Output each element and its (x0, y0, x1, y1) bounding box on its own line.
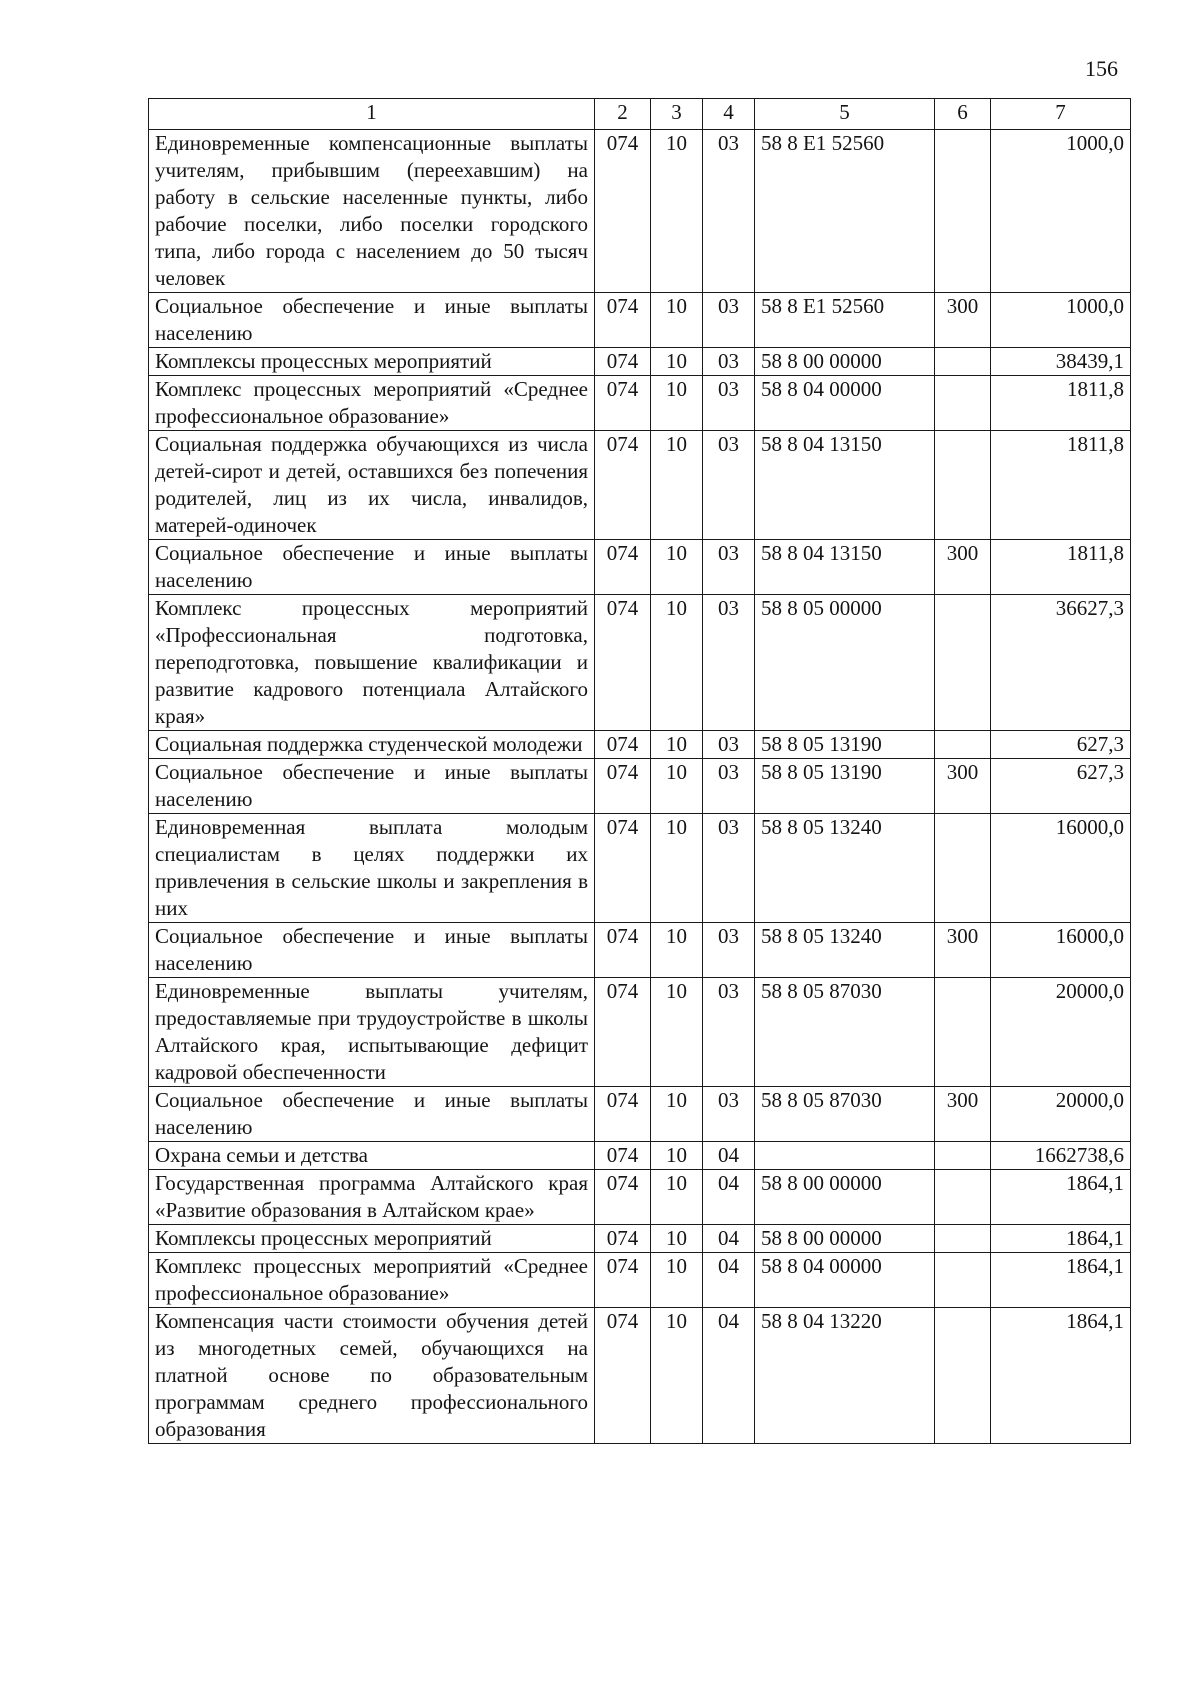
row-admin-code: 074 (595, 130, 651, 293)
row-amount: 20000,0 (991, 978, 1131, 1087)
row-amount: 16000,0 (991, 814, 1131, 923)
row-amount: 1864,1 (991, 1225, 1131, 1253)
row-expense-type-code (935, 1170, 991, 1225)
table-row (149, 595, 1131, 731)
row-admin-code: 074 (595, 1308, 651, 1444)
row-admin-code: 074 (595, 293, 651, 348)
row-section-code: 10 (651, 923, 703, 978)
row-section-code: 10 (651, 348, 703, 376)
row-section-code: 10 (651, 1170, 703, 1225)
row-target-code: 58 8 04 00000 (755, 1253, 935, 1308)
row-target-code: 58 8 00 00000 (755, 1225, 935, 1253)
row-admin-code: 074 (595, 1170, 651, 1225)
row-subsection-code: 03 (703, 130, 755, 293)
row-section-code: 10 (651, 731, 703, 759)
row-target-code: 58 8 04 13220 (755, 1308, 935, 1444)
row-admin-code: 074 (595, 540, 651, 595)
row-section-code: 10 (651, 1087, 703, 1142)
row-name: Единовременные выплаты учителям, предоставляемые при трудоустройстве в школы Алтайского края, испытывающие дефицит кадровой обеспеченности (149, 978, 595, 1087)
row-section-code: 10 (651, 1142, 703, 1170)
row-name: Социальная поддержка обучающихся из числа детей-сирот и детей, оставшихся без попечения родителей, лиц из их числа, инвалидов, матерей-одиночек (149, 431, 595, 540)
header-col-6: 6 (935, 99, 991, 130)
header-col-2: 2 (595, 99, 651, 130)
row-name: Охрана семьи и детства (149, 1142, 595, 1170)
row-expense-type-code: 300 (935, 540, 991, 595)
row-expense-type-code (935, 348, 991, 376)
table-row (149, 1308, 1131, 1444)
row-section-code: 10 (651, 540, 703, 595)
row-name: Комплексы процессных мероприятий (149, 348, 595, 376)
row-admin-code: 074 (595, 595, 651, 731)
row-subsection-code: 04 (703, 1142, 755, 1170)
row-admin-code: 074 (595, 376, 651, 431)
row-subsection-code: 03 (703, 923, 755, 978)
header-col-1: 1 (149, 99, 595, 130)
row-admin-code: 074 (595, 814, 651, 923)
row-expense-type-code (935, 376, 991, 431)
row-target-code: 58 8 05 13190 (755, 731, 935, 759)
row-amount: 16000,0 (991, 923, 1131, 978)
row-expense-type-code: 300 (935, 923, 991, 978)
table-row (149, 540, 1131, 595)
row-name: Государственная программа Алтайского края «Развитие образования в Алтайском крае» (149, 1170, 595, 1225)
row-name: Комплекс процессных мероприятий «Среднее профессиональное образование» (149, 1253, 595, 1308)
row-name: Единовременные компенсационные выплаты учителям, прибывшим (переехавшим) на работу в сельские населенные пункты, либо рабочие поселки, либо поселки городского типа, либо города с населением до 50 тысяч человек (149, 130, 595, 293)
row-target-code: 58 8 00 00000 (755, 1170, 935, 1225)
table-header (149, 99, 1131, 130)
table-row (149, 376, 1131, 431)
row-amount: 38439,1 (991, 348, 1131, 376)
row-subsection-code: 03 (703, 348, 755, 376)
row-target-code: 58 8 04 00000 (755, 376, 935, 431)
table-row (149, 130, 1131, 293)
table-row (149, 1087, 1131, 1142)
row-name: Социальное обеспечение и иные выплаты населению (149, 293, 595, 348)
row-subsection-code: 04 (703, 1170, 755, 1225)
row-name: Социальное обеспечение и иные выплаты населению (149, 759, 595, 814)
row-admin-code: 074 (595, 431, 651, 540)
table-row (149, 1225, 1131, 1253)
row-expense-type-code (935, 1225, 991, 1253)
row-amount: 1864,1 (991, 1170, 1131, 1225)
row-section-code: 10 (651, 814, 703, 923)
table-row (149, 923, 1131, 978)
row-expense-type-code (935, 814, 991, 923)
row-subsection-code: 04 (703, 1225, 755, 1253)
row-target-code: 58 8 E1 52560 (755, 130, 935, 293)
row-target-code (755, 1142, 935, 1170)
row-name: Комплексы процессных мероприятий (149, 1225, 595, 1253)
row-expense-type-code (935, 1253, 991, 1308)
row-expense-type-code: 300 (935, 293, 991, 348)
row-amount: 627,3 (991, 759, 1131, 814)
row-admin-code: 074 (595, 1087, 651, 1142)
row-amount: 1864,1 (991, 1308, 1131, 1444)
row-section-code: 10 (651, 595, 703, 731)
budget-table (148, 98, 1131, 1444)
row-subsection-code: 03 (703, 431, 755, 540)
row-subsection-code: 03 (703, 759, 755, 814)
row-subsection-code: 04 (703, 1308, 755, 1444)
table-row (149, 431, 1131, 540)
row-target-code: 58 8 05 13190 (755, 759, 935, 814)
row-expense-type-code (935, 595, 991, 731)
row-expense-type-code (935, 731, 991, 759)
row-amount: 1864,1 (991, 1253, 1131, 1308)
row-amount: 1662738,6 (991, 1142, 1131, 1170)
row-name: Компенсация части стоимости обучения детей из многодетных семей, обучающихся на платной основе по образовательным программам среднего профессионального образования (149, 1308, 595, 1444)
header-col-4: 4 (703, 99, 755, 130)
row-target-code: 58 8 05 13240 (755, 923, 935, 978)
table-row (149, 1170, 1131, 1225)
row-section-code: 10 (651, 978, 703, 1087)
header-col-5: 5 (755, 99, 935, 130)
row-expense-type-code (935, 1308, 991, 1444)
row-expense-type-code (935, 978, 991, 1087)
row-admin-code: 074 (595, 1225, 651, 1253)
row-name: Комплекс процессных мероприятий «Среднее профессиональное образование» (149, 376, 595, 431)
row-admin-code: 074 (595, 348, 651, 376)
row-section-code: 10 (651, 1308, 703, 1444)
table-row (149, 1142, 1131, 1170)
row-section-code: 10 (651, 293, 703, 348)
header-col-3: 3 (651, 99, 703, 130)
table-row (149, 348, 1131, 376)
row-amount: 627,3 (991, 731, 1131, 759)
row-section-code: 10 (651, 1225, 703, 1253)
row-subsection-code: 04 (703, 1253, 755, 1308)
row-subsection-code: 03 (703, 293, 755, 348)
row-subsection-code: 03 (703, 814, 755, 923)
row-subsection-code: 03 (703, 540, 755, 595)
table-row (149, 293, 1131, 348)
row-amount: 1811,8 (991, 540, 1131, 595)
row-expense-type-code (935, 1142, 991, 1170)
row-subsection-code: 03 (703, 1087, 755, 1142)
row-name: Комплекс процессных мероприятий «Профессиональная подготовка, переподготовка, повышение квалификации и развитие кадрового потенциала Алтайского края» (149, 595, 595, 731)
row-admin-code: 074 (595, 978, 651, 1087)
row-section-code: 10 (651, 431, 703, 540)
row-expense-type-code (935, 431, 991, 540)
row-subsection-code: 03 (703, 731, 755, 759)
row-amount: 1000,0 (991, 130, 1131, 293)
table-row (149, 814, 1131, 923)
table-row (149, 731, 1131, 759)
row-name: Социальное обеспечение и иные выплаты населению (149, 1087, 595, 1142)
row-section-code: 10 (651, 130, 703, 293)
row-section-code: 10 (651, 376, 703, 431)
row-target-code: 58 8 E1 52560 (755, 293, 935, 348)
row-admin-code: 074 (595, 1142, 651, 1170)
header-row (149, 99, 1131, 130)
row-admin-code: 074 (595, 759, 651, 814)
row-amount: 1811,8 (991, 376, 1131, 431)
row-name: Социальное обеспечение и иные выплаты населению (149, 923, 595, 978)
row-subsection-code: 03 (703, 376, 755, 431)
header-col-7: 7 (991, 99, 1131, 130)
table-row (149, 1253, 1131, 1308)
row-amount: 1811,8 (991, 431, 1131, 540)
row-target-code: 58 8 05 13240 (755, 814, 935, 923)
row-target-code: 58 8 00 00000 (755, 348, 935, 376)
row-name: Единовременная выплата молодым специалистам в целях поддержки их привлечения в сельские школы и закрепления в них (149, 814, 595, 923)
row-expense-type-code: 300 (935, 759, 991, 814)
row-admin-code: 074 (595, 1253, 651, 1308)
row-subsection-code: 03 (703, 595, 755, 731)
row-expense-type-code: 300 (935, 1087, 991, 1142)
page-number: 156 (1085, 56, 1118, 81)
table-row (149, 759, 1131, 814)
row-target-code: 58 8 05 87030 (755, 1087, 935, 1142)
row-admin-code: 074 (595, 923, 651, 978)
row-target-code: 58 8 04 13150 (755, 431, 935, 540)
row-name: Социальное обеспечение и иные выплаты населению (149, 540, 595, 595)
row-target-code: 58 8 04 13150 (755, 540, 935, 595)
row-admin-code: 074 (595, 731, 651, 759)
row-amount: 36627,3 (991, 595, 1131, 731)
table-row (149, 978, 1131, 1087)
row-name: Социальная поддержка студенческой молодежи (149, 731, 595, 759)
row-subsection-code: 03 (703, 978, 755, 1087)
row-section-code: 10 (651, 759, 703, 814)
row-amount: 20000,0 (991, 1087, 1131, 1142)
row-expense-type-code (935, 130, 991, 293)
row-target-code: 58 8 05 87030 (755, 978, 935, 1087)
row-section-code: 10 (651, 1253, 703, 1308)
table-body (149, 130, 1131, 1444)
row-amount: 1000,0 (991, 293, 1131, 348)
row-target-code: 58 8 05 00000 (755, 595, 935, 731)
